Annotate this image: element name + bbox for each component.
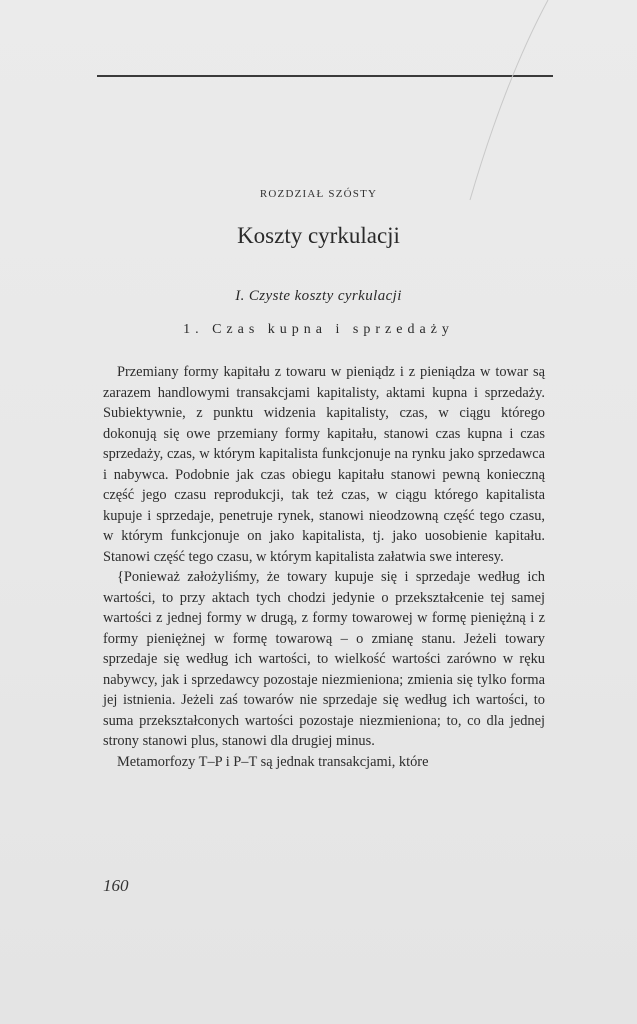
paragraph-3: Metamorfozy T–P i P–T są jednak transakcjami, które [117,753,429,770]
paragraph-1: Przemiany formy kapitału z towaru w pieniądz i z pieniądza w towar są zarazem handlowymi transakcjami kapitalisty, aktami kupna i sprzedaży. Subiektywnie, z punktu widzenia kapitalisty, czas, w ciągu którego dokonują się owe przemiany formy kapitału, stanowi czas kupna i czas sprzedaży, czas, w którym kapitalista funkcjonuje na rynku jako sprzedawca i nabywca. Podobnie jak czas obiegu kapitału stanowi pewną konieczną część jego czasu reprodukcji, tak też czas, w ciągu którego kapitalista kupuje i sprzedaje, penetruje rynek, stanowi nieodzowną część tego czasu, w którym funkcjonuje on jako kapitalista, tj. jako uosobienie kapitału. Stanowi część tego czasu, w którym kapitalista załatwia swe interesy. [103,364,545,565]
chapter-title: Koszty cyrkulacji [237,223,400,248]
subsection-title: 1. Czas kupna i sprzedaży [183,322,454,337]
paragraph-2: {Ponieważ założyliśmy, że towary kupuje się i sprzedaje według ich wartości, to przy aktach tych chodzi jedynie o przekształcenie tej samej wartości z jednej formy w drugą, z formy towarowej w formę pieniężną i z formy pieniężnej w formę towarową – o zmianę stanu. Jeżeli towary sprzedaje się według ich wartości, to wielkość wartości zarówno w ręku nabywcy, jak i sprzedawcy pozostaje niezmieniona; zmienia się tylko forma jej istnienia. Jeżeli zaś towarów nie sprzedaje się według ich wartości, to suma przekształconych wartości pozostaje niezmieniona; to, co dla jednej strony stanowi plus, stanowi dla drugiej minus. [103,569,545,749]
header-rule [97,75,553,77]
section-title: I. Czyste koszty cyrkulacji [235,288,402,304]
page-number: 160 [103,876,129,895]
body-text [103,362,545,772]
chapter-label: ROZDZIAŁ SZÓSTY [259,188,378,200]
